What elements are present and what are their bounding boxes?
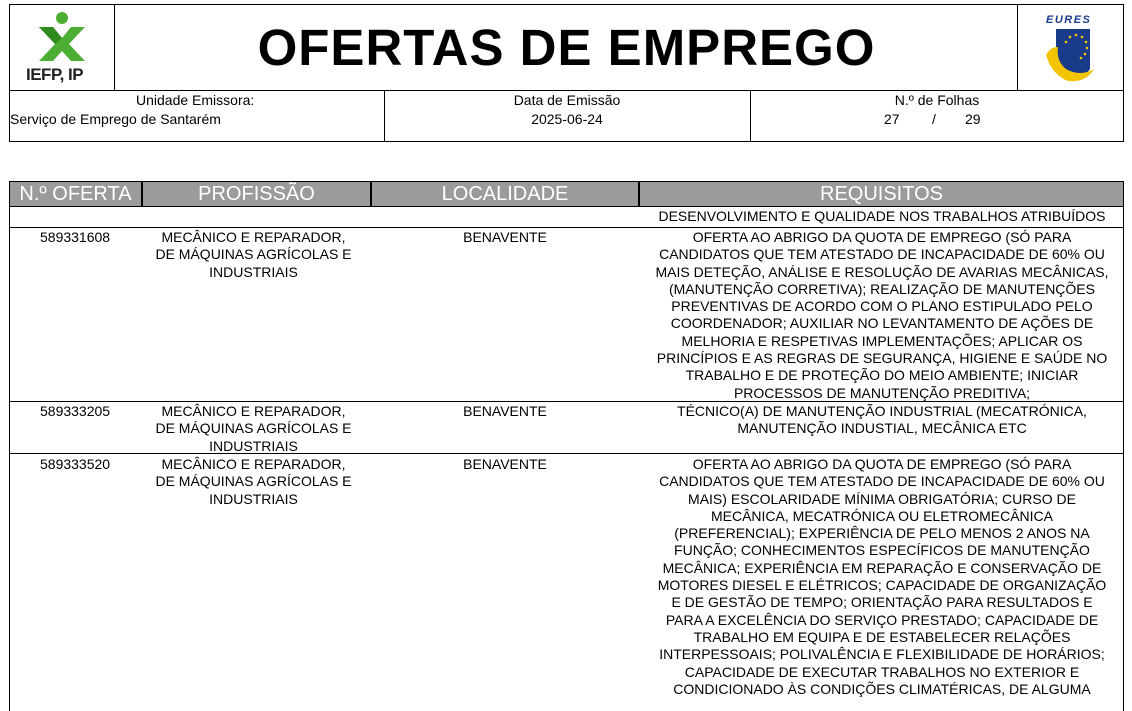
unidade-emissora-value: Serviço de Emprego de Santarém — [10, 111, 221, 127]
table-row — [10, 207, 1123, 228]
header-top-row — [10, 5, 1123, 91]
iefp-logo-text: IEFP, IP — [26, 65, 84, 84]
offer-location: BENAVENTE — [463, 403, 547, 419]
eures-logo-icon — [1042, 25, 1098, 85]
eures-logo-text: EURES — [1046, 14, 1092, 26]
table-row — [10, 454, 1123, 711]
offer-requirements: OFERTA AO ABRIGO DA QUOTA DE EMPREGO (SÓ PARA CANDIDATOS QUE TEM ATESTADO DE INCAPACIDADE DE 60% OU MAIS DETEÇÃO, ANÁLISE E RESOLUÇÃO DE AVARIAS MECÂNICAS, (MANUTENÇÃO CORRETIVA); REALIZAÇÃO DE MANUTENÇÕES PREVENTIVAS DE ACORDO COM O PLANO ESTIPULADO PELO COORDENADOR; AUXILIAR NO LEVANTAMENTO DE AÇÕES DE MELHORIA E RESPETIVAS IMPLEMENTAÇÕES; APLICAR OS PRINCÍPIOS E AS REGRAS DE SEGURANÇA, HIGIENE E SAÚDE NO TRABALHO E DE PROTEÇÃO DO MEIO AMBIENTE; INICIAR PROCESSOS DE MANUTENÇÃO PREDITIVA; — [655, 229, 1109, 401]
folha-separator: / — [932, 111, 936, 127]
data-emissao-cell — [384, 90, 751, 142]
offer-number: 589333520 — [40, 456, 111, 472]
offer-requirements: DESENVOLVIMENTO E QUALIDADE NOS TRABALHOS ATRIBUÍDOS — [658, 208, 1106, 224]
iefp-logo-icon — [31, 11, 93, 65]
offer-number: 589331608 — [40, 229, 111, 245]
table-row — [10, 227, 1123, 402]
data-emissao-value: 2025-06-24 — [531, 111, 603, 127]
iefp-logo — [10, 5, 115, 90]
column-header-localidade: LOCALIDADE — [372, 182, 640, 206]
column-header-requisitos: REQUISITOS — [820, 183, 943, 205]
offer-location: BENAVENTE — [463, 229, 547, 245]
folha-total: 29 — [965, 111, 981, 127]
unidade-emissora-label: Unidade Emissora: — [136, 92, 255, 108]
numero-folhas-cell — [750, 90, 1124, 142]
unidade-emissora-cell — [10, 90, 385, 142]
data-emissao-label: Data de Emissão — [513, 92, 621, 108]
job-offers-table — [9, 181, 1124, 711]
eures-logo — [1017, 5, 1123, 90]
offer-location: BENAVENTE — [463, 456, 547, 472]
offer-profession: MECÂNICO E REPARADOR, DE MÁQUINAS AGRÍCOLAS E INDUSTRIAIS — [155, 403, 352, 454]
column-header-numero-oferta: N.º OFERTA — [10, 182, 143, 206]
column-header-profissao: PROFISSÃO — [143, 182, 372, 206]
offer-number: 589333205 — [40, 403, 111, 419]
folha-atual: 27 — [884, 111, 900, 127]
offer-profession: MECÂNICO E REPARADOR, DE MÁQUINAS AGRÍCOLAS E INDUSTRIAIS — [155, 229, 352, 280]
page-title: OFERTAS DE EMPREGO — [257, 19, 876, 76]
offer-requirements: OFERTA AO ABRIGO DA QUOTA DE EMPREGO (SÓ PARA CANDIDATOS QUE TEM ATESTADO DE INCAPACIDADE DE 60% OU MAIS) ESCOLARIDADE MÍNIMA OBRIGATÓRIA; CURSO DE MECÂNICA, MECATRÓNICA OU ELETROMECÂNICA (PREFERENCIAL); EXPERIÊNCIA DE PELO MENOS 2 ANOS NA FUNÇÃO; CONHECIMENTOS ESPECÍFICOS DE MANUTENÇÃO MECÂNICA; EXPERIÊNCIA EM REPARAÇÃO E CONSERVAÇÃO DE MOTORES DIESEL E ELÉTRICOS; CAPACIDADE DE ORGANIZAÇÃO E DE GESTÃO DE TEMPO; ORIENTAÇÃO PARA RESULTADOS E PARA A EXCELÊNCIA DO SERVIÇO PRESTADO; CAPACIDADE DE TRABALHO EM EQUIPA E DE ESTABELECER RELAÇÕES INTERPESSOAIS; POLIVALÊNCIA E FLEXIBILIDADE DE HORÁRIOS; CAPACIDADE DE EXECUTAR TRABALHOS NO EXTERIOR E CONDICIONADO ÀS CONDIÇÕES CLIMATÉRICAS, DE ALGUMA — [657, 456, 1107, 697]
document-header — [9, 4, 1124, 142]
table-header — [10, 181, 1123, 207]
offer-requirements: TÉCNICO(A) DE MANUTENÇÃO INDUSTRIAL (MECATRÓNICA, MANUTENÇÃO INDUSTIAL, MECÂNICA ETC — [677, 403, 1087, 437]
table-row — [10, 401, 1123, 454]
header-info-row — [10, 90, 1123, 142]
numero-folhas-label: N.º de Folhas — [894, 92, 980, 108]
offer-profession: MECÂNICO E REPARADOR, DE MÁQUINAS AGRÍCOLAS E INDUSTRIAIS — [155, 456, 352, 507]
